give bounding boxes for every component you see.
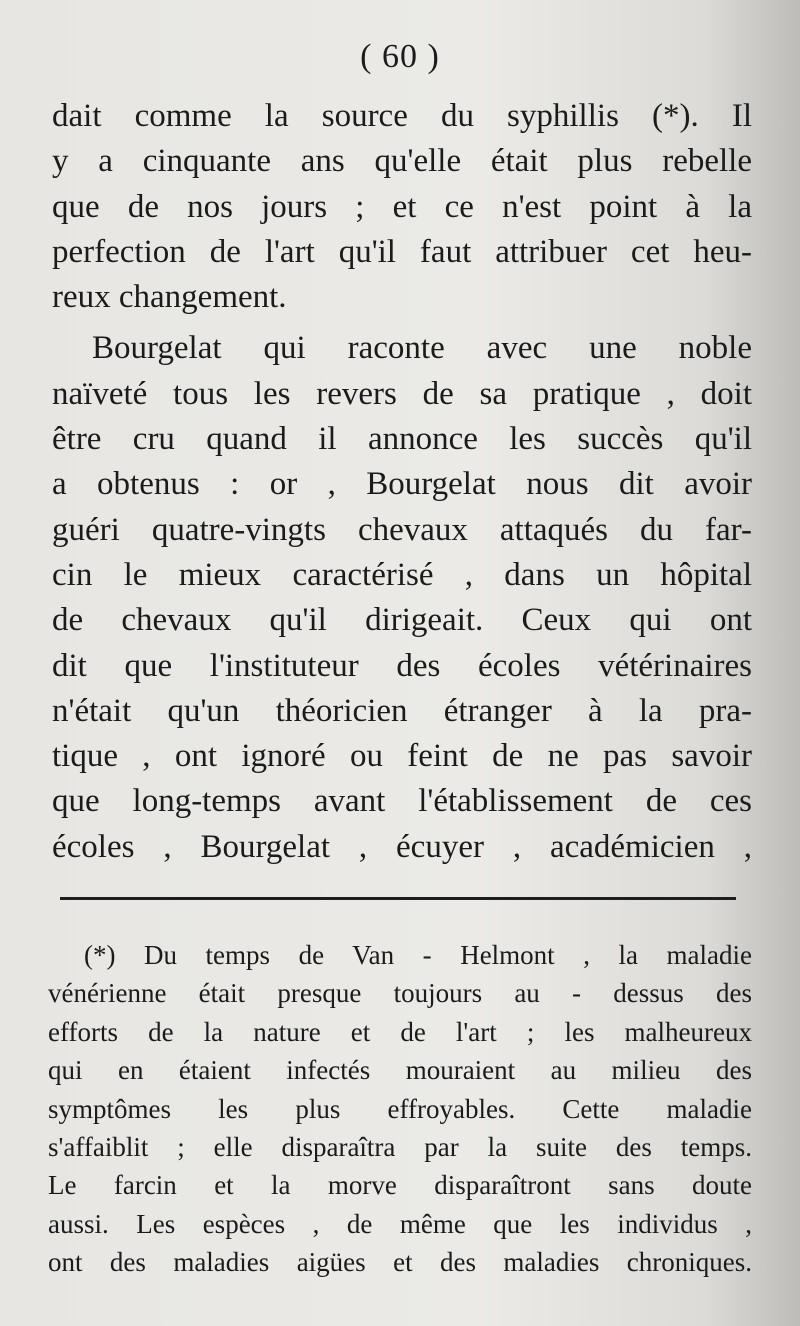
footnote-separator	[60, 897, 736, 900]
footnote-line: aussi. Les espèces , de même que les individus ,	[48, 1208, 752, 1239]
footnote-line: (*) Du temps de Van - Helmont , la maladie	[84, 940, 752, 970]
text-line: dit que l'instituteur des écoles vétérinaires	[52, 647, 752, 684]
text-line: y a cinquante ans qu'elle était plus rebelle	[52, 143, 752, 180]
text-line: cin le mieux caractérisé , dans un hôpital	[52, 556, 752, 593]
text-line: écoles , Bourgelat , écuyer , académicien ,	[52, 828, 752, 865]
main-text	[52, 94, 752, 870]
text-line: a obtenus : or , Bourgelat nous dit avoir	[52, 466, 752, 503]
footnote	[48, 936, 752, 1282]
text-line: reux changement.	[52, 279, 287, 316]
text-line: Bourgelat qui raconte avec une noble	[92, 330, 752, 367]
footnote-line: symptômes les plus effroyables. Cette maladie	[48, 1093, 752, 1124]
text-line: que de nos jours ; et ce n'est point à la	[52, 188, 752, 225]
text-line: que long-temps avant l'établissement de ces	[52, 783, 752, 820]
paragraph-2	[52, 326, 752, 870]
footnote-line: ont des maladies aigües et des maladies chroniques.	[48, 1247, 752, 1278]
footnote-line: s'affaiblit ; elle disparaîtra par la suite des temps.	[48, 1131, 752, 1162]
text-line: être cru quand il annonce les succès qu'il	[52, 421, 752, 458]
text-line: perfection de l'art qu'il faut attribuer cet heu-	[52, 233, 752, 270]
text-line: tique , ont ignoré ou feint de ne pas savoir	[52, 738, 752, 775]
footnote-line: efforts de la nature et de l'art ; les malheureux	[48, 1016, 752, 1047]
text-line: n'était qu'un théoricien étranger à la pra-	[52, 692, 752, 729]
paragraph-1	[52, 94, 752, 320]
footnote-line: vénérienne était presque toujours au - dessus des	[48, 978, 752, 1009]
footnote-line: Le farcin et la morve disparaîtront sans doute	[48, 1170, 752, 1201]
text-line: de chevaux qu'il dirigeait. Ceux qui ont	[52, 602, 752, 639]
text-line: guéri quatre-vingts chevaux attaqués du far-	[52, 511, 752, 548]
text-line: naïveté tous les revers de sa pratique , doit	[52, 375, 752, 412]
page-number: ( 60 )	[360, 38, 440, 75]
footnote-line: qui en étaient infectés mouraient au milieu des	[48, 1055, 752, 1086]
text-line: dait comme la source du syphillis (*). Il	[52, 98, 752, 134]
